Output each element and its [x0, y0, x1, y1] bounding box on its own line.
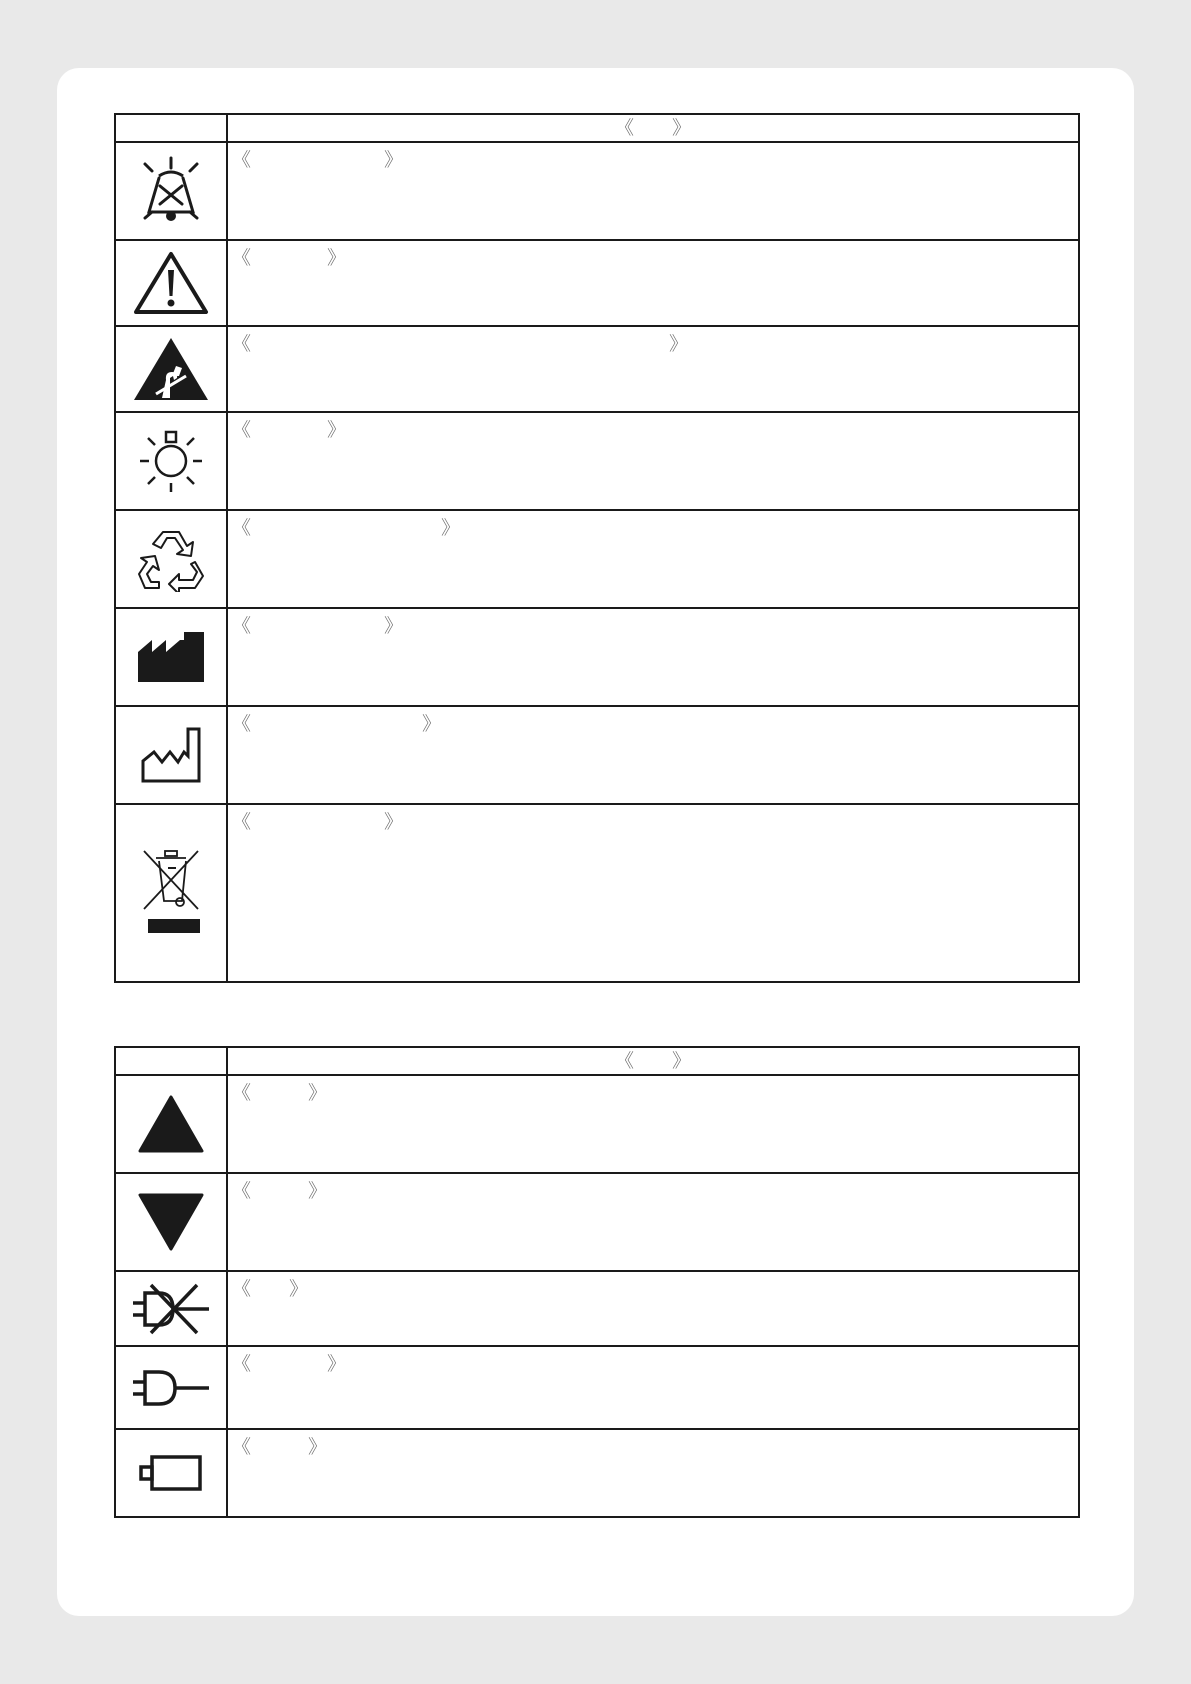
- weee-crossed-bin-icon: [140, 847, 202, 939]
- up-triangle-icon: [137, 1094, 205, 1154]
- table-row: [115, 240, 1079, 326]
- esd-sensitive-icon: [132, 336, 210, 402]
- header-symbol-cell: [115, 1047, 227, 1075]
- recycle-icon: [137, 526, 205, 592]
- table-row: [115, 1346, 1079, 1429]
- header-symbol-cell: [115, 114, 227, 142]
- table-row: [115, 1173, 1079, 1271]
- table-row: [115, 1429, 1079, 1517]
- description-text: 《 》: [232, 1082, 328, 1104]
- light-bulb-icon: [138, 428, 204, 494]
- battery-icon: [138, 1454, 204, 1492]
- description-text: 《 》: [232, 615, 404, 637]
- plug-connected-icon: [131, 1368, 211, 1408]
- description-text: 《 》: [232, 1278, 309, 1300]
- table-row: [115, 706, 1079, 804]
- description-text: 《 》: [232, 247, 347, 269]
- description-text: 《 》: [232, 1180, 328, 1202]
- description-text: 《 》: [232, 149, 404, 171]
- warning-triangle-icon: [133, 250, 209, 316]
- description-text: 《 》: [232, 333, 689, 355]
- description-text: 《 》: [232, 1353, 347, 1375]
- table-header-row: [115, 1047, 1079, 1075]
- header-description-cell: 《 》: [227, 1047, 1079, 1075]
- plug-disconnected-icon: [131, 1283, 211, 1335]
- description-text: 《 》: [232, 419, 347, 441]
- alarm-off-icon: [139, 156, 203, 226]
- manufacturer-icon: [136, 630, 206, 684]
- description-text: 《 》: [232, 811, 404, 833]
- table-row: [115, 142, 1079, 240]
- table-row: [115, 804, 1079, 982]
- description-text: 《 》: [232, 517, 461, 539]
- description-text: 《 》: [232, 1436, 328, 1458]
- table-row: [115, 608, 1079, 706]
- symbol-table-2: [114, 1046, 1080, 1518]
- description-text: 《 》: [232, 713, 442, 735]
- table-row: [115, 412, 1079, 510]
- table-row: [115, 1271, 1079, 1346]
- down-triangle-icon: [137, 1192, 205, 1252]
- symbol-table-1: [114, 113, 1080, 983]
- date-of-manufacture-icon: [140, 726, 202, 784]
- table-row: [115, 1075, 1079, 1173]
- table-row: [115, 326, 1079, 412]
- table-header-row: [115, 114, 1079, 142]
- header-description-cell: 《 》: [227, 114, 1079, 142]
- table-row: [115, 510, 1079, 608]
